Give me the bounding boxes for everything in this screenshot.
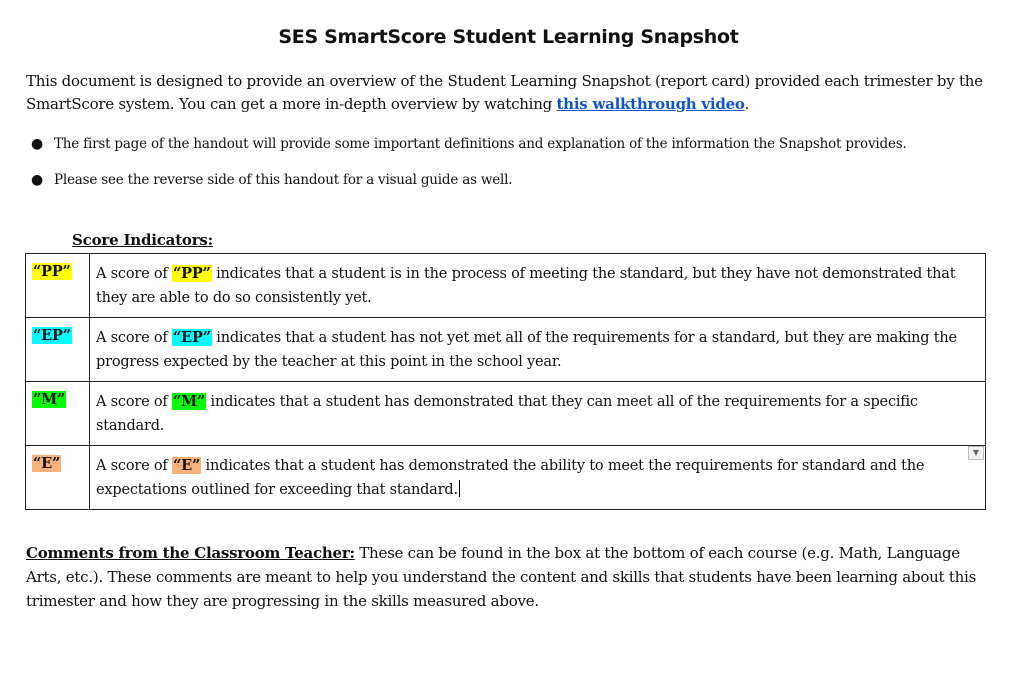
description-text: A score of: [96, 330, 172, 346]
score-description-cell[interactable]: [90, 254, 986, 318]
score-code-pp: “PP”: [33, 263, 71, 280]
comments-text: These can be found in the box at the bottom of each course (e.g. Math, Language Arts, etc.). These comments are meant to help you understand the content and skills that students have been learning about this trimester and how they are progressing in the skills measured above.: [26, 544, 977, 610]
score-code-m: “M”: [33, 391, 66, 408]
description-text: A score of: [96, 458, 172, 474]
score-code-inline: “EP”: [173, 329, 211, 346]
score-code-inline: “PP”: [173, 265, 211, 282]
description-text: indicates that a student has demonstrated the ability to meet the requirements for standard and the expectations outlined for exceeding that standard.: [96, 458, 925, 498]
bullet-dot-icon: ●: [31, 172, 44, 188]
score-indicators-heading: Score Indicators:: [72, 231, 214, 249]
table-row: [26, 382, 986, 446]
description-text: indicates that a student is in the process of meeting the standard, but they have not demonstrated that they are able to do so consistently yet.: [96, 266, 956, 306]
list-item: [26, 133, 966, 155]
score-indicators-table: [25, 253, 986, 510]
description-text: A score of: [96, 266, 172, 282]
intro-text-end: .: [744, 95, 750, 113]
score-code-inline: “M”: [173, 393, 206, 410]
document-title: SES SmartScore Student Learning Snapshot: [278, 26, 739, 48]
description-text: A score of: [96, 394, 172, 410]
intro-text: This document is designed to provide an overview of the Student Learning Snapshot (report card) provided each trimester by the SmartScore system. You can get a more in-depth overview by watching: [26, 72, 983, 113]
bullet-list: [26, 133, 966, 205]
table-row: [26, 446, 986, 510]
text-cursor: [459, 480, 460, 497]
score-code-ep: “EP”: [33, 327, 71, 344]
score-code-e: “E”: [33, 455, 61, 472]
score-code-inline: “E”: [173, 457, 201, 474]
bullet-text: The first page of the handout will provide some important definitions and explanation of the information the Snapshot provides.: [54, 136, 907, 152]
comments-label: Comments from the Classroom Teacher:: [26, 544, 355, 562]
table-options-chevron-icon[interactable]: ▼: [968, 446, 984, 460]
walkthrough-video-link[interactable]: this walkthrough video: [556, 95, 745, 113]
list-item: [26, 169, 966, 191]
score-description-cell[interactable]: [90, 446, 986, 510]
bullet-text: Please see the reverse side of this handout for a visual guide as well.: [54, 172, 513, 188]
table-row: [26, 254, 986, 318]
comments-paragraph: [26, 541, 981, 613]
table-row: [26, 318, 986, 382]
bullet-dot-icon: ●: [31, 136, 44, 152]
score-code-cell: [26, 318, 90, 382]
score-code-cell: [26, 382, 90, 446]
intro-paragraph: [26, 70, 986, 116]
score-code-cell: [26, 254, 90, 318]
score-description-cell[interactable]: [90, 318, 986, 382]
score-description-cell[interactable]: [90, 382, 986, 446]
description-text: indicates that a student has not yet met all of the requirements for a standard, but they are making the progress expected by the teacher at this point in the school year.: [96, 330, 957, 370]
score-code-cell: [26, 446, 90, 510]
description-text: indicates that a student has demonstrated that they can meet all of the requirements for a specific standard.: [96, 394, 918, 434]
